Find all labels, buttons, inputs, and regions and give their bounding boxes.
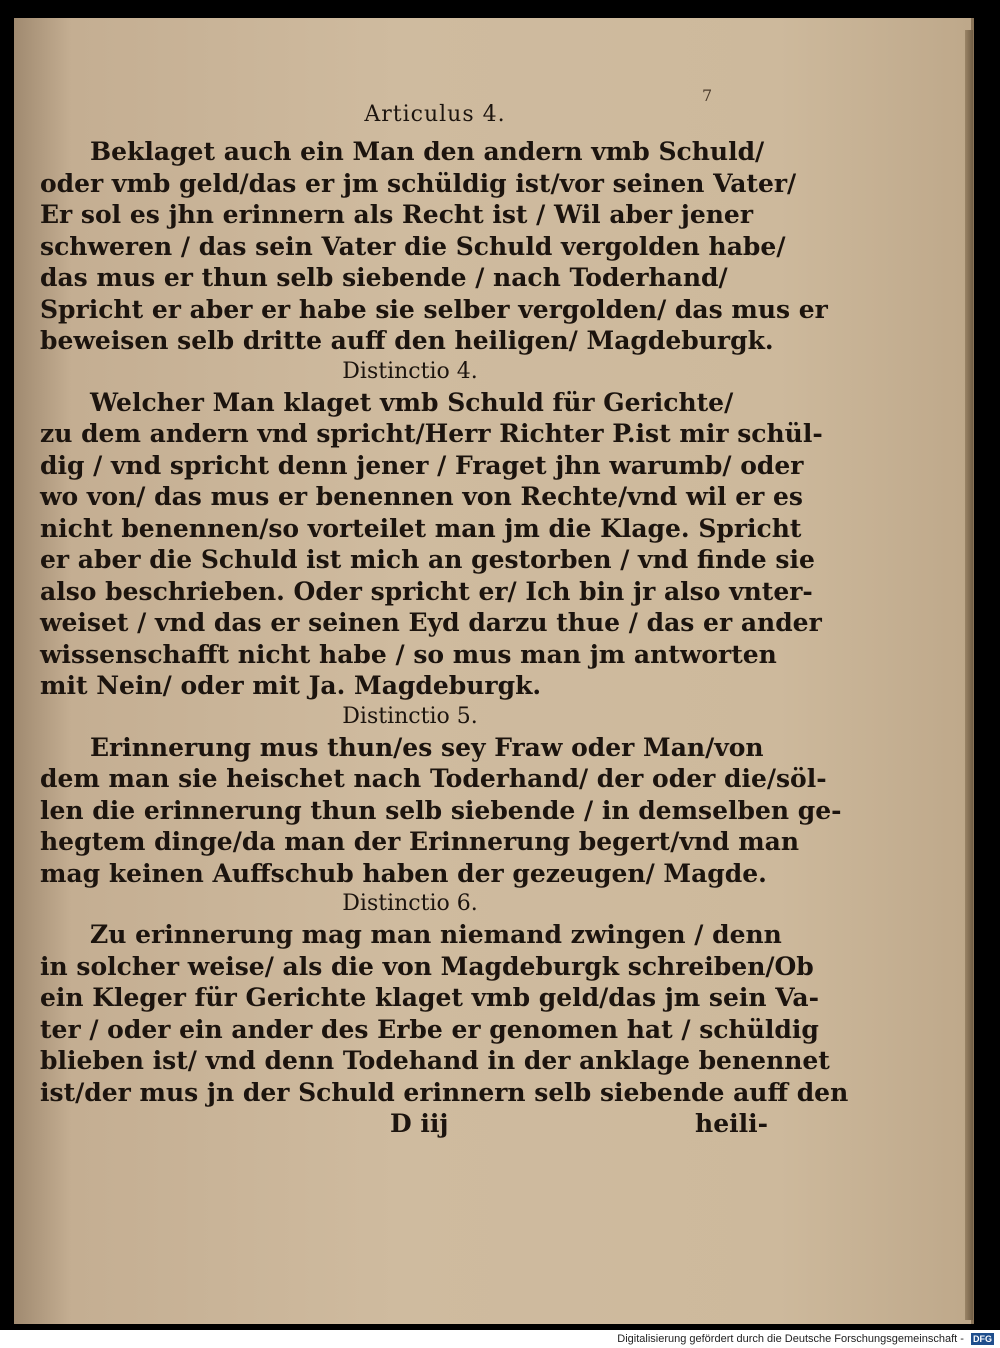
section-heading-distinctio-6: Distinctio 6. (342, 891, 478, 916)
text-line: zu dem andern vnd spricht/Herr Richter P.ist mir schül- (40, 419, 823, 448)
page-edge (965, 30, 973, 1320)
text-line: in solcher weise/ als die von Magdeburgk schreiben/Ob (40, 951, 814, 981)
paragraph-2 (40, 387, 823, 702)
corner-mark: 7 (702, 86, 713, 105)
digitization-footer (0, 1330, 1000, 1348)
dfg-logo-icon: DFG (973, 1334, 992, 1344)
text-line: also beschrieben. Oder spricht er/ Ich bin jr also vnter- (40, 576, 813, 606)
paragraph-4 (40, 919, 849, 1108)
page-text (40, 100, 849, 1140)
text-line: dig / vnd spricht denn jener / Fraget jhn warumb/ oder (40, 450, 804, 480)
section-heading-distinctio-4: Distinctio 4. (342, 358, 478, 384)
catchword: heili- (695, 1109, 768, 1138)
text-line: mag keinen Auffschub haben der gezeugen/ Magde. (40, 858, 767, 888)
section-heading-distinctio-5: Distinctio 5. (342, 703, 478, 729)
footer-credit: Digitalisierung gefördert durch die Deutsche Forschungsgemeinschaft - (617, 1333, 964, 1345)
text-line: er aber die Schuld ist mich an gestorben / vnd finde sie (40, 545, 815, 574)
text-line: Zu erinnerung mag man niemand zwingen / denn (90, 920, 782, 949)
running-head: Articulus 4. (364, 102, 506, 127)
text-line: dem man sie heischet nach Toderhand/ der oder die/söl- (40, 764, 827, 793)
text-line: Welcher Man klaget vmb Schuld für Gerichte/ (90, 387, 734, 417)
text-line: wissenschafft nicht habe / so mus man jm antworten (40, 639, 777, 669)
signature-mark: D iij (390, 1109, 449, 1138)
text-line: beweisen selb dritte auff den heiligen/ Magdeburgk. (40, 326, 774, 355)
text-line: wo von/ das mus er benennen von Rechte/vnd wil er es (40, 482, 803, 511)
text-line: nicht benennen/so vorteilet man jm die Klage. Spricht (40, 513, 802, 543)
text-line: hegtem dinge/da man der Erinnerung begert/vnd man (40, 827, 800, 856)
page-footer-row (40, 1108, 768, 1140)
paragraph-1 (40, 136, 828, 357)
text-line: len die erinnerung thun selb siebende / in demselben ge- (40, 795, 842, 825)
text-line: das mus er thun selb siebende / nach Toderhand/ (40, 263, 728, 292)
text-line: Spricht er aber er habe sie selber vergolden/ das mus er (40, 294, 828, 324)
text-line: schweren / das sein Vater die Schuld vergolden habe/ (40, 231, 786, 261)
text-line: mit Nein/ oder mit Ja. Magdeburgk. (40, 671, 542, 700)
text-line: Beklaget auch ein Man den andern vmb Schuld/ (90, 137, 765, 166)
text-line: weiset / vnd das er seinen Eyd darzu thue / das er ander (40, 608, 822, 637)
text-line: blieben ist/ vnd denn Todehand in der anklage benennet (40, 1046, 830, 1075)
text-line: Er sol es jhn erinnern als Recht ist / Wil aber jener (40, 200, 754, 229)
text-line: Erinnerung mus thun/es sey Fraw oder Man/von (90, 732, 764, 762)
text-line: ter / oder ein ander des Erbe er genomen hat / schüldig (40, 1014, 819, 1044)
text-line: ist/der mus jn der Schuld erinnern selb siebende auff den (40, 1077, 849, 1107)
text-line: ein Kleger für Gerichte klaget vmb geld/das jm sein Va- (40, 983, 819, 1012)
text-line: oder vmb geld/das er jm schüldig ist/vor seinen Vater/ (40, 168, 797, 198)
paragraph-3 (40, 732, 842, 890)
